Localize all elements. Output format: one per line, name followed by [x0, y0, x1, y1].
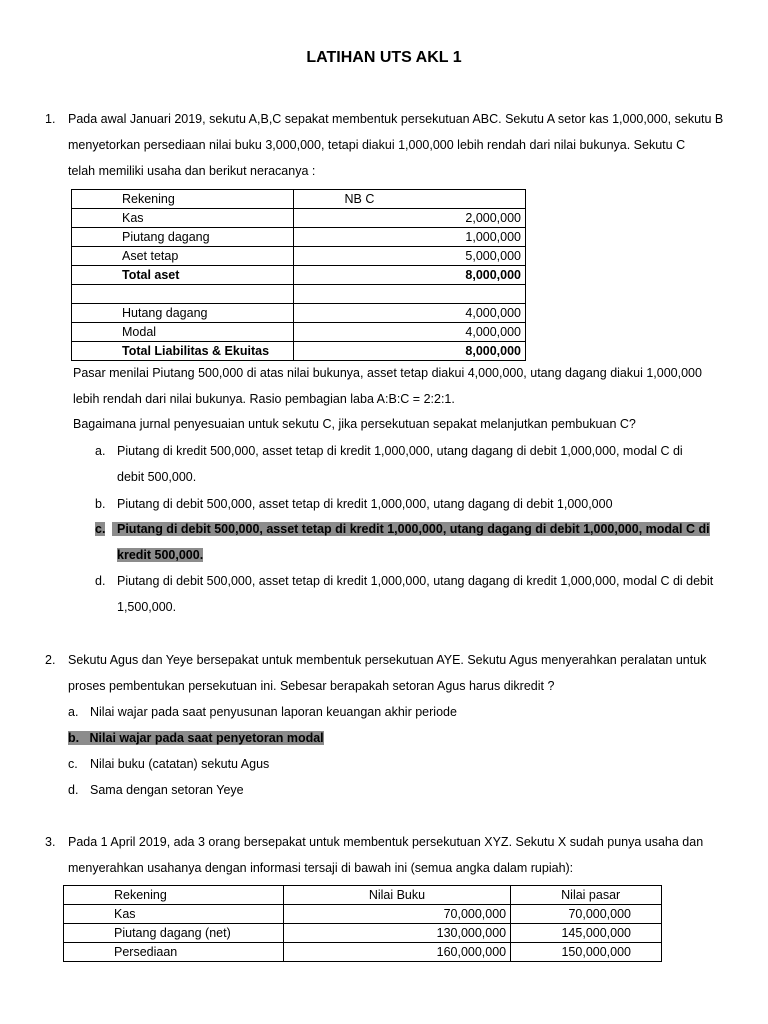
option-letter: b. — [95, 497, 106, 511]
table-header-cell: Nilai Buku — [283, 886, 510, 905]
table-row — [64, 924, 662, 943]
option-letter: c. — [68, 757, 78, 771]
correct-answer-highlight: Piutang di debit 500,000, asset tetap di kredit 1,000,000, utang dagang di debit 1,000,000, modal C di — [112, 522, 710, 536]
table-cell: 4,000,000 — [294, 323, 526, 342]
q1-text-line: Pada awal Januari 2019, sekutu A,B,C sepakat membentuk persekutuan ABC. Sekutu A setor kas 1,000,000, sekutu B — [68, 112, 724, 126]
table-cell: 8,000,000 — [294, 342, 526, 361]
table-cell: Total Liabilitas & Ekuitas — [72, 342, 294, 361]
table-cell: Total aset — [72, 266, 294, 285]
q3-text-line: Pada 1 April 2019, ada 3 orang bersepakat untuk membentuk persekutuan XYZ. Sekutu X sudah punya usaha dan — [68, 835, 704, 849]
table-header-cell: NB C — [294, 190, 526, 209]
q1-text-line: menyetorkan persediaan nilai buku 3,000,000, tetapi diakui 1,000,000 lebih rendah dari nilai bukunya. Sekutu C — [68, 138, 686, 152]
option-c-text: Nilai buku (catatan) sekutu Agus — [90, 757, 270, 771]
table-cell: 5,000,000 — [294, 247, 526, 266]
option-d-text: Piutang di debit 500,000, asset tetap di kredit 1,000,000, utang dagang di kredit 1,000,000, modal C di debit — [117, 574, 714, 588]
table-row — [72, 285, 526, 304]
q1-text-line: telah memiliki usaha dan berikut neracanya : — [68, 164, 316, 178]
table-row — [72, 266, 526, 285]
table-row — [64, 943, 662, 962]
option-d-text: 1,500,000. — [117, 600, 177, 614]
table-cell: Persediaan — [64, 943, 284, 962]
q1-number: 1. — [45, 112, 56, 126]
table-row — [72, 304, 526, 323]
option-d-text: Sama dengan setoran Yeye — [90, 783, 244, 797]
table-cell — [294, 285, 526, 304]
table-cell: Aset tetap — [72, 247, 294, 266]
option-letter: a. — [68, 705, 79, 719]
table-cell: 8,000,000 — [294, 266, 526, 285]
option-b-text: Piutang di debit 500,000, asset tetap di kredit 1,000,000, utang dagang di debit 1,000,000 — [117, 497, 613, 511]
table-header-cell: Nilai pasar — [511, 886, 662, 905]
table-cell: 145,000,000 — [511, 924, 662, 943]
q2-text-line: proses pembentukan persekutuan ini. Sebesar berapakah setoran Agus harus dikredit ? — [68, 679, 555, 693]
q1-balance-table — [71, 189, 526, 361]
table-cell: 130,000,000 — [283, 924, 510, 943]
table-cell: Modal — [72, 323, 294, 342]
table-row — [72, 323, 526, 342]
table-cell: 2,000,000 — [294, 209, 526, 228]
q1-after-line: Pasar menilai Piutang 500,000 di atas nilai bukunya, asset tetap diakui 4,000,000, utang dagang diakui 1,000,000 — [73, 366, 702, 380]
table-header-cell: Rekening — [72, 190, 294, 209]
option-b-text — [68, 729, 324, 747]
table-cell: Piutang dagang — [72, 228, 294, 247]
table-row — [72, 247, 526, 266]
table-cell: Piutang dagang (net) — [64, 924, 284, 943]
table-cell: 160,000,000 — [283, 943, 510, 962]
table-row — [72, 209, 526, 228]
table-cell: 70,000,000 — [283, 905, 510, 924]
option-letter: a. — [95, 444, 106, 458]
table-cell: Hutang dagang — [72, 304, 294, 323]
q3-asset-table — [63, 885, 662, 962]
table-cell: 4,000,000 — [294, 304, 526, 323]
option-a-text: debit 500,000. — [117, 470, 197, 484]
q1-after-line: lebih rendah dari nilai bukunya. Rasio pembagian laba A:B:C = 2:2:1. — [73, 392, 455, 406]
table-cell: Kas — [64, 905, 284, 924]
table-cell — [72, 285, 294, 304]
table-cell: 70,000,000 — [511, 905, 662, 924]
option-letter: d. — [95, 574, 106, 588]
table-header-cell: Rekening — [64, 886, 284, 905]
option-a-text: Nilai wajar pada saat penyusunan laporan keuangan akhir periode — [90, 705, 457, 719]
q1-after-line: Bagaimana jurnal penyesuaian untuk sekutu C, jika persekutuan sepakat melanjutkan pembukuan C? — [73, 417, 636, 431]
correct-answer-highlight: c. — [95, 522, 106, 536]
option-a-text: Piutang di kredit 500,000, asset tetap di kredit 1,000,000, utang dagang di debit 1,000,000, modal C di — [117, 444, 683, 458]
table-header-row — [64, 886, 662, 905]
q2-number: 2. — [45, 653, 56, 667]
correct-answer-highlight: b. Nilai wajar pada saat penyetoran modal — [68, 731, 324, 745]
table-row — [72, 228, 526, 247]
table-cell: 150,000,000 — [511, 943, 662, 962]
table-row — [72, 342, 526, 361]
page-title: LATIHAN UTS AKL 1 — [306, 49, 462, 66]
table-cell: Kas — [72, 209, 294, 228]
q3-text-line: menyerahkan usahanya dengan informasi tersaji di bawah ini (semua angka dalam rupiah): — [68, 861, 574, 875]
correct-answer-highlight: kredit 500,000. — [117, 548, 204, 562]
table-row — [64, 905, 662, 924]
table-header-row — [72, 190, 526, 209]
q3-number: 3. — [45, 835, 56, 849]
table-cell: 1,000,000 — [294, 228, 526, 247]
option-letter: d. — [68, 783, 79, 797]
option-c-text — [117, 546, 203, 564]
q2-text-line: Sekutu Agus dan Yeye bersepakat untuk membentuk persekutuan AYE. Sekutu Agus menyerahkan peralatan untuk — [68, 653, 707, 667]
option-c-text — [112, 520, 710, 538]
option-letter — [95, 520, 105, 538]
